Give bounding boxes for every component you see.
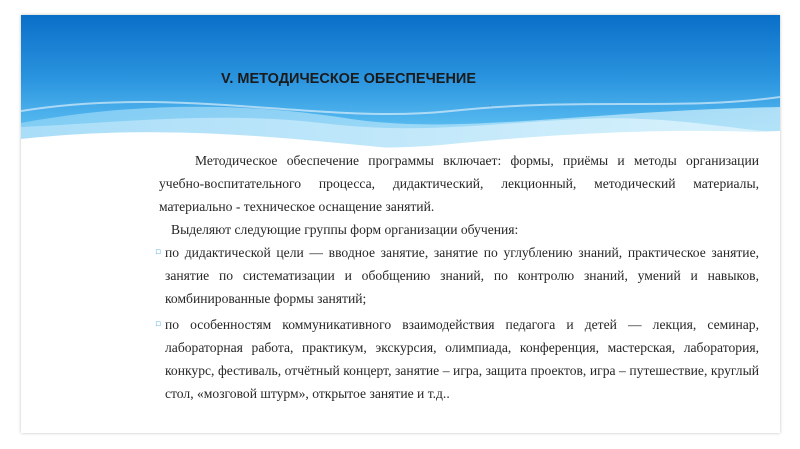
bullet-icon: ▫ <box>155 319 162 329</box>
bullet-icon: ▫ <box>155 247 162 257</box>
header-wave-background <box>21 15 780 165</box>
slide <box>21 15 780 433</box>
list-item-text: по дидактической цели — вводное занятие, занятие по углублению знаний, практическое занятие, занятие по систематизации и обобщению знаний, по контролю знаний, умений и навыков, комбинированные формы занятий; <box>165 245 759 306</box>
list-item-text: по особенностям коммуникативного взаимодействия педагога и детей — лекция, семинар, лабораторная работа, практикум, экскурсия, олимпиада, конференция, мастерская, лаборатория, конкурс, фестиваль, отчётный концерт, занятие – игра, защита проектов, игра – путешествие, круглый стол, «мозговой штурм», открытое занятие и т.д.. <box>165 317 759 401</box>
slide-title: V. МЕТОДИЧЕСКОЕ ОБЕСПЕЧЕНИЕ <box>221 71 477 87</box>
slide-body <box>155 149 759 405</box>
groups-intro: Выделяют следующие группы форм организации обучения: <box>171 222 519 237</box>
intro-paragraph: Методическое обеспечение программы включает: формы, приёмы и методы организации учебно-воспитательного процесса, дидактический, лекционный, методический материалы, материально - техническое оснащение занятий. <box>159 153 759 214</box>
list-item <box>155 313 759 405</box>
list-item <box>155 241 759 310</box>
decor-dot: . <box>489 99 491 108</box>
